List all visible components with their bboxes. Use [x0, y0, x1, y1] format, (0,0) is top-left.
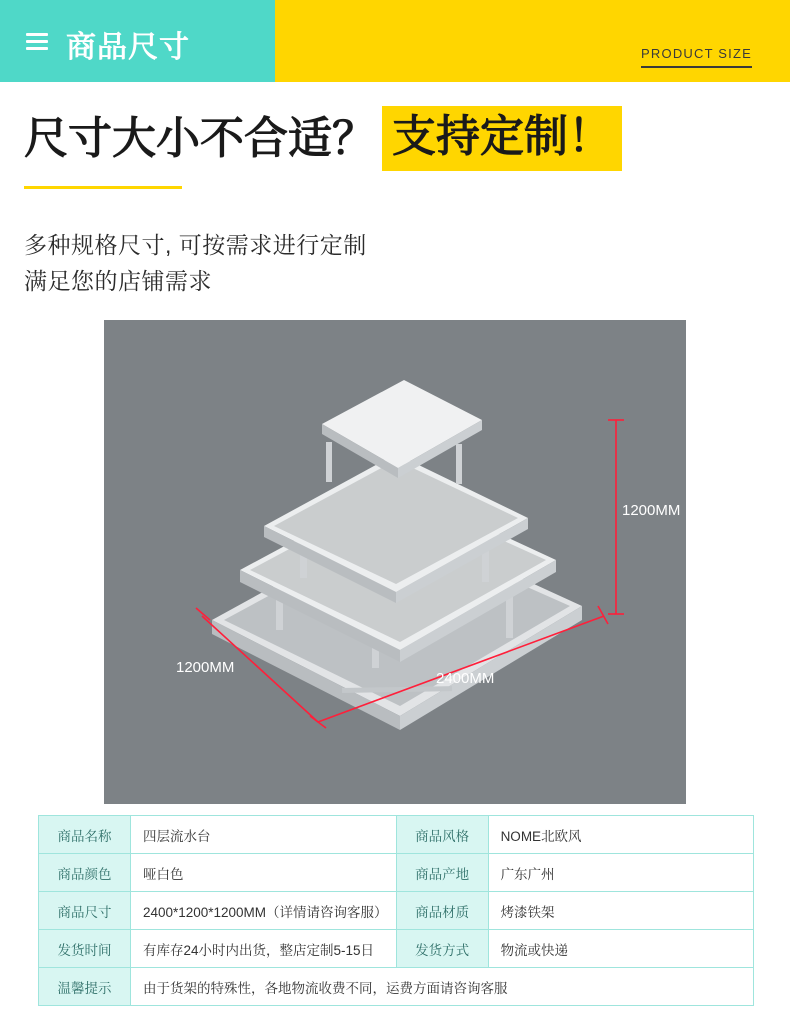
spec-table: [38, 815, 754, 1006]
spec-value: 四层流水台: [130, 816, 396, 854]
spec-value: 物流或快递: [488, 930, 753, 968]
spec-label: 商品材质: [396, 892, 488, 930]
dimension-height-label: 1200MM: [622, 502, 681, 519]
spec-label: 商品产地: [396, 854, 488, 892]
headline: [24, 106, 622, 171]
spec-label: 商品颜色: [39, 854, 131, 892]
spec-note-label: 温馨提示: [39, 968, 131, 1006]
spec-value: 哑白色: [130, 854, 396, 892]
lead-text: [24, 228, 367, 299]
header-subtitle: PRODUCT SIZE: [641, 46, 752, 68]
page-header: [0, 0, 790, 82]
spec-value: 烤漆铁架: [488, 892, 753, 930]
spec-label: 商品风格: [396, 816, 488, 854]
spec-label: 发货时间: [39, 930, 131, 968]
spec-value: NOME北欧风: [488, 816, 753, 854]
hamburger-icon: [26, 33, 48, 50]
spec-value: 2400*1200*1200MM（详情请咨询客服）: [130, 892, 396, 930]
spec-label: 商品尺寸: [39, 892, 131, 930]
lead-line-2: 满足您的店铺需求: [24, 267, 212, 294]
spec-note-value: 由于货架的特殊性，各地物流收费不同，运费方面请咨询客服: [130, 968, 753, 1006]
dimension-width-label: 2400MM: [436, 670, 495, 687]
lead-line-1: 多种规格尺寸, 可按需求进行定制: [24, 232, 367, 258]
spec-label: 发货方式: [396, 930, 488, 968]
divider: [24, 186, 182, 189]
spec-value: 有库存24小时内出货，整店定制5-15日: [130, 930, 396, 968]
spec-value: 广东广州: [488, 854, 753, 892]
spec-label: 商品名称: [39, 816, 131, 854]
product-illustration: [104, 320, 686, 804]
product-image: [104, 320, 686, 804]
page-title: 商品尺寸: [66, 31, 190, 64]
table-row-note: [39, 968, 754, 1006]
dimension-depth-label: 1200MM: [176, 659, 235, 676]
table-row: [39, 930, 754, 968]
headline-highlight-text: 支持定制！: [382, 106, 622, 171]
headline-plain-text: 尺寸大小不合适？: [24, 113, 376, 163]
table-row: [39, 854, 754, 892]
table-row: [39, 892, 754, 930]
table-row: [39, 816, 754, 854]
